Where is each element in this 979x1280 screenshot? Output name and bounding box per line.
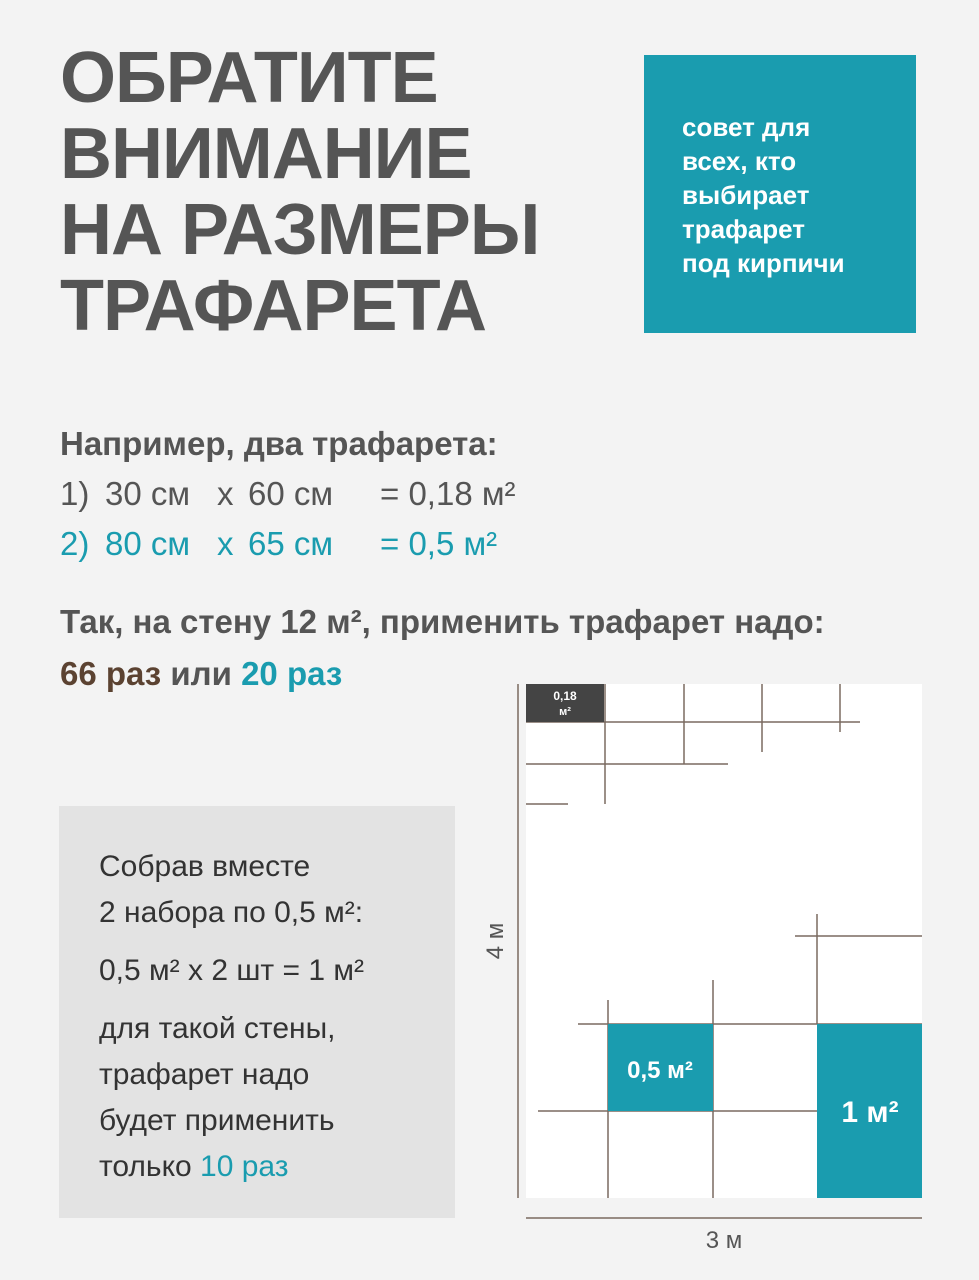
example-row-1-times: x [217, 475, 234, 512]
headline-line-4: ТРАФАРЕТА [60, 266, 487, 346]
headline [60, 40, 539, 344]
height-label: 4 м [482, 922, 509, 960]
conclusion-or: или [161, 655, 242, 692]
example-row-2-area: = 0,5 м² [380, 525, 498, 562]
example-row-2-times: x [217, 525, 234, 562]
tip-line-2: всех, кто [682, 146, 797, 176]
example-section [60, 420, 516, 570]
combined-last-prefix: только [99, 1150, 201, 1183]
example-row-1-area: = 0,18 м² [380, 475, 516, 512]
count-large-stencil: 20 раз [241, 655, 343, 692]
combined-line-4: трафарет надо [99, 1058, 310, 1091]
headline-line-1: ОБРАТИТЕ [60, 38, 438, 118]
width-label: 3 м [705, 1227, 743, 1254]
headline-line-3: НА РАЗМЕРЫ [60, 190, 540, 270]
conclusion-line-1: Так, на стену 12 м², применить трафарет надо: [60, 603, 825, 640]
count-small-stencil: 66 раз [60, 655, 162, 692]
example-title: Например, два трафарета: [60, 425, 498, 462]
combined-last-count: 10 раз [200, 1150, 289, 1183]
example-row-1-number: 1) [60, 475, 90, 512]
combined-line-3: для такой стены, [99, 1012, 336, 1045]
combined-line-5: будет применить [99, 1104, 335, 1137]
combined-stencil-label: 1 м² [841, 1096, 899, 1129]
example-row-2-number: 2) [60, 525, 90, 562]
combined-line-1: Собрав вместе [99, 850, 311, 883]
combined-line-2: 2 набора по 0,5 м²: [99, 896, 364, 929]
combined-line-6 [99, 1144, 455, 1190]
example-row-2-width: 80 см [105, 525, 191, 562]
wall-diagram [470, 670, 930, 1260]
example-row-2-height: 65 см [248, 525, 334, 562]
small-stencil-label-unit: м² [559, 706, 571, 718]
example-row-1-height: 60 см [248, 475, 334, 512]
tip-line-3: выбирает [682, 180, 810, 210]
combined-formula: 0,5 м² x 2 шт = 1 м² [99, 954, 364, 987]
example-row-2 [60, 520, 498, 570]
headline-line-2: ВНИМАНИЕ [60, 114, 472, 194]
tip-line-4: трафарет [682, 214, 806, 244]
half-stencil-label: 0,5 м² [627, 1057, 693, 1084]
small-stencil-label-value: 0,18 [553, 689, 577, 703]
example-row-1-width: 30 см [105, 475, 191, 512]
tip-box [644, 55, 916, 333]
example-row-1 [60, 470, 516, 520]
tip-line-1: совет для [682, 112, 811, 142]
combined-box [59, 806, 455, 1218]
tip-line-5: под кирпичи [682, 248, 845, 278]
